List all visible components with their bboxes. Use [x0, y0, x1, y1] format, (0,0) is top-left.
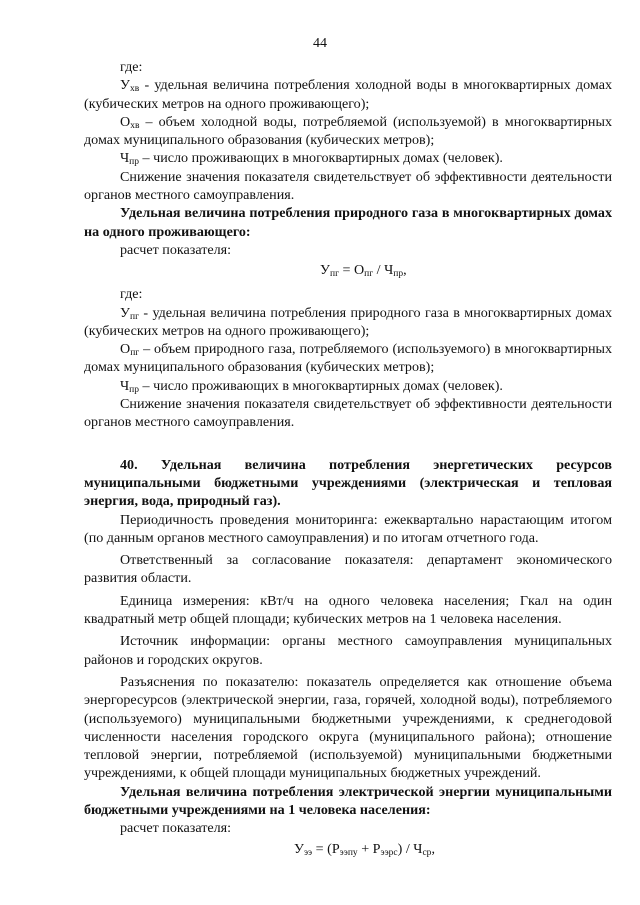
formula-gas: $У_{пг} = О_{пг} / Ч_{пр}$, [320, 262, 407, 280]
paragraph: расчет показателя: [120, 820, 232, 837]
section-heading-40: 40. Удельная величина потребления энергетических ресурсов муниципальными бюджетными учреждениями (электрическая и тепловая энергия, вода, природный газ). [84, 456, 612, 510]
paragraph: Единица измерения: кВт/ч на одного человека населения; Гкал на один квадратный метр общей площади; кубических метров на 1 человека населения. [84, 592, 612, 628]
paragraph: Снижение значения показателя свидетельствует об эффективности деятельности органов местного самоуправления. [84, 168, 612, 204]
definition-chpr: $Ч_{пр}$ – число проживающих в многоквартирных домах (человек). [120, 150, 503, 168]
paragraph: Разъяснения по показателю: показатель определяется как отношение объема энергоресурсов (электрической энергии, газа, горячей, холодной воды), потребляемого (используемого) муниципальными бюджетными учреждениями, к среднегодовой численности населения городского округа (муниципального района); отношение тепловой энергии, потребляемой (используемой) муниципальными бюджетными учреждениями, к общей площади муниципальных бюджетных учреждений. [84, 673, 612, 782]
document-body [84, 58, 612, 860]
section-heading: Удельная величина потребления природного газа в многоквартирных домах на одного проживающего: [84, 205, 612, 240]
formula-electric: $У_{ээ} = (Р_{ээпу} + Р_{ээрс}) / Ч_{ср}$, [294, 840, 435, 858]
definition-chpr: $Ч_{пр}$ – число проживающих в многоквартирных домах (человек). [120, 377, 503, 395]
section-heading: Удельная величина потребления электрической энергии муниципальными бюджетными учреждениями на 1 человека населения: [84, 783, 612, 818]
paragraph: где: [120, 59, 143, 75]
definition-uhv: $У_{хв}$ - удельная величина потребления холодной воды в многоквартирных домах (кубических метров на одного проживающего); [84, 77, 612, 112]
paragraph: Источник информации: органы местного самоуправления муниципальных районов и городских округов. [84, 633, 612, 668]
definition-ohv: $О_{хв}$ – объем холодной воды, потребляемой (используемой) в многоквартирных домах муниципального образования (кубических метров); [84, 113, 612, 149]
paragraph: Снижение значения показателя свидетельствует об эффективности деятельности органов местного самоуправления. [84, 396, 612, 431]
paragraph: где: [120, 286, 143, 303]
definition-opg: $О_{пг}$ – объем природного газа, потребляемого (используемого) в многоквартирных домах муниципального образования (кубических метров); [84, 341, 612, 376]
page-number: 44 [313, 36, 327, 51]
definition-upg: $У_{пг}$ - удельная величина потребления природного газа в многоквартирных домах (кубических метров на одного проживающего); [84, 304, 612, 339]
paragraph: Периодичность проведения мониторинга: ежеквартально нарастающим итогом (по данным органов местного самоуправления) и по итогам отчетного года. [84, 511, 612, 546]
paragraph: Ответственный за согласование показателя: департамент экономического развития области. [84, 552, 612, 587]
paragraph: расчет показателя: [120, 241, 232, 258]
